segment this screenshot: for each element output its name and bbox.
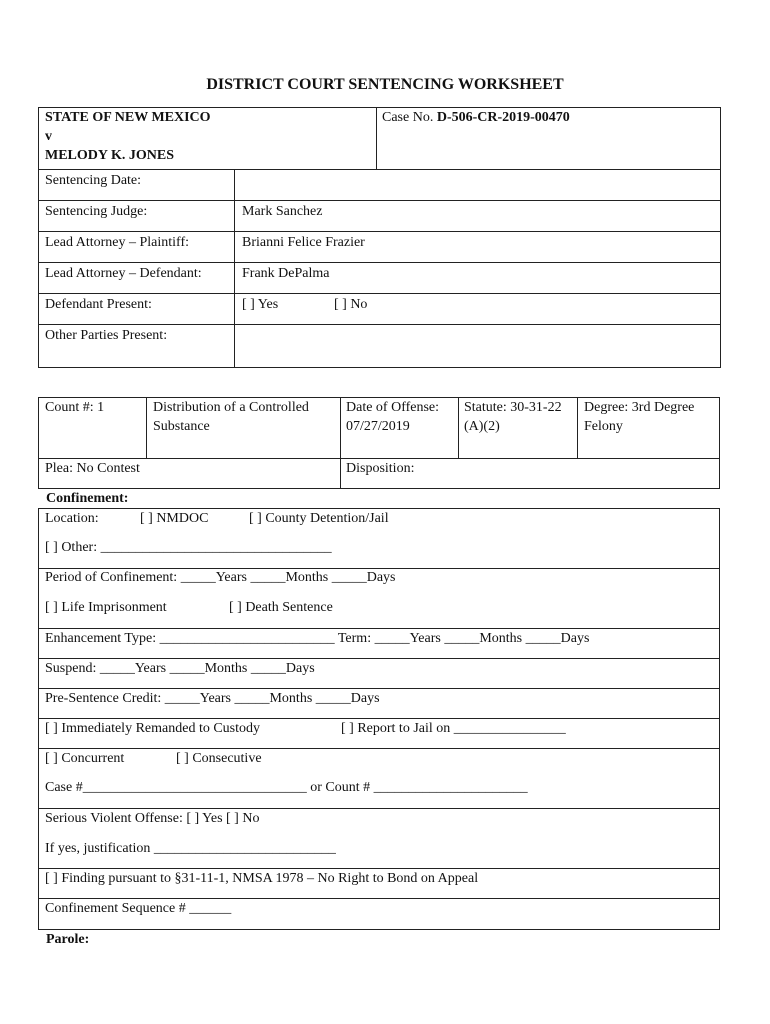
divider — [340, 397, 341, 489]
divider — [38, 808, 720, 809]
other-location-field[interactable]: [ ] Other: _________________________________ — [45, 540, 332, 555]
defendant-name: MELODY K. JONES — [45, 148, 174, 163]
remanded-checkbox[interactable]: [ ] Immediately Remanded to Custody — [45, 721, 261, 736]
other-parties-label: Other Parties Present: — [45, 328, 168, 343]
defendant-attorney-label: Lead Attorney – Defendant: — [45, 266, 202, 281]
serious-violent-offense-field[interactable]: Serious Violent Offense: [ ] Yes [ ] No — [45, 811, 260, 826]
page-title: DISTRICT COURT SENTENCING WORKSHEET — [206, 76, 564, 93]
nmdoc-checkbox[interactable]: [ ] NMDOC — [140, 511, 209, 526]
sentencing-judge-value[interactable]: Mark Sanchez — [242, 204, 323, 219]
no-bond-finding-checkbox[interactable]: [ ] Finding pursuant to §31-11-1, NMSA 1978 – No Right to Bond on Appeal — [45, 871, 479, 886]
divider — [38, 628, 720, 629]
justification-field[interactable]: If yes, justification __________________________ — [45, 841, 336, 856]
date-of-offense-value: 07/27/2019 — [346, 419, 410, 434]
case-number-label: Case No. — [382, 110, 437, 125]
consecutive-checkbox[interactable]: [ ] Consecutive — [176, 751, 262, 766]
parole-heading: Parole: — [46, 932, 90, 947]
defendant-attorney-value[interactable]: Frank DePalma — [242, 266, 330, 281]
suspend-field[interactable]: Suspend: _____Years _____Months _____Days — [45, 661, 315, 676]
plaintiff-attorney-value[interactable]: Brianni Felice Frazier — [242, 235, 365, 250]
divider — [38, 200, 721, 201]
divider — [38, 658, 720, 659]
period-of-confinement-field[interactable]: Period of Confinement: _____Years _____Months _____Days — [45, 570, 396, 585]
statute-line-1: Statute: 30-31-22 — [464, 400, 562, 415]
offense-line-2: Substance — [153, 419, 210, 434]
divider — [38, 688, 720, 689]
location-label: Location: — [45, 511, 99, 526]
disposition-label[interactable]: Disposition: — [346, 461, 415, 476]
divider — [38, 324, 721, 325]
divider — [38, 262, 721, 263]
divider — [577, 397, 578, 459]
concurrent-checkbox[interactable]: [ ] Concurrent — [45, 751, 125, 766]
divider — [38, 868, 720, 869]
county-jail-checkbox[interactable]: [ ] County Detention/Jail — [249, 511, 389, 526]
versus: v — [45, 129, 52, 144]
divider — [38, 458, 720, 459]
divider — [234, 169, 235, 368]
confinement-heading: Confinement: — [46, 491, 129, 506]
date-of-offense-label: Date of Offense: — [346, 400, 440, 415]
offense-line-1: Distribution of a Controlled — [153, 400, 309, 415]
degree-line-2: Felony — [584, 419, 623, 434]
defendant-present-no-checkbox[interactable]: [ ] No — [334, 297, 368, 312]
statute-line-2: (A)(2) — [464, 419, 500, 434]
divider — [38, 231, 721, 232]
case-number — [382, 109, 570, 127]
divider — [38, 293, 721, 294]
sentencing-date-label: Sentencing Date: — [45, 173, 142, 188]
divider — [38, 718, 720, 719]
case-number-value: D-506-CR-2019-00470 — [436, 110, 570, 125]
death-sentence-checkbox[interactable]: [ ] Death Sentence — [229, 600, 333, 615]
divider — [146, 397, 147, 459]
degree-line-1: Degree: 3rd Degree — [584, 400, 695, 415]
count-number: Count #: 1 — [45, 400, 105, 415]
report-to-jail-field[interactable]: [ ] Report to Jail on ________________ — [341, 721, 566, 736]
divider — [376, 107, 377, 170]
case-count-field[interactable]: Case #________________________________ or Count # ______________________ — [45, 780, 528, 795]
divider — [458, 397, 459, 459]
divider — [38, 898, 720, 899]
enhancement-field[interactable]: Enhancement Type: _________________________ Term: _____Years _____Months _____Days — [45, 631, 590, 646]
divider — [38, 169, 721, 170]
defendant-present-label: Defendant Present: — [45, 297, 152, 312]
confinement-sequence-field[interactable]: Confinement Sequence # ______ — [45, 901, 232, 916]
sentencing-judge-label: Sentencing Judge: — [45, 204, 148, 219]
divider — [38, 748, 720, 749]
plaintiff-attorney-label: Lead Attorney – Plaintiff: — [45, 235, 189, 250]
life-imprisonment-checkbox[interactable]: [ ] Life Imprisonment — [45, 600, 167, 615]
plea: Plea: No Contest — [45, 461, 140, 476]
defendant-present-yes-checkbox[interactable]: [ ] Yes — [242, 297, 279, 312]
state-name: STATE OF NEW MEXICO — [45, 110, 211, 125]
pre-sentence-credit-field[interactable]: Pre-Sentence Credit: _____Years _____Months _____Days — [45, 691, 380, 706]
